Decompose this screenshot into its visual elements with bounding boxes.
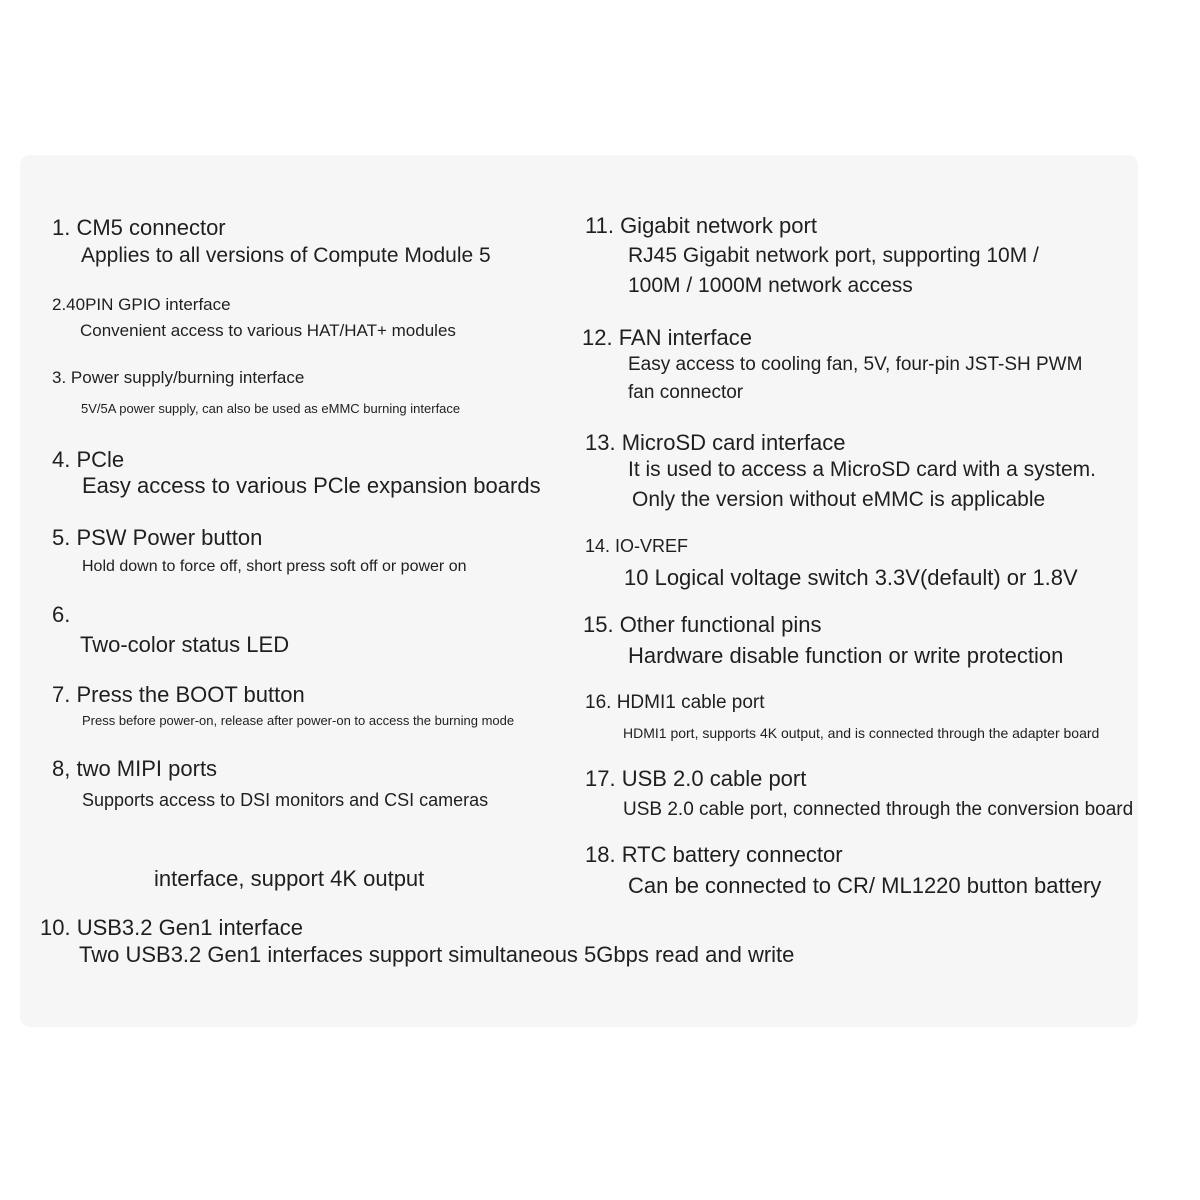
item-5-desc: Hold down to force off, short press soft off or power on — [82, 558, 467, 575]
item-18-desc: Can be connected to CR/ ML1220 button battery — [628, 873, 1102, 898]
item-3-title: 3. Power supply/burning interface — [52, 368, 305, 387]
item-15-desc: Hardware disable function or write protection — [628, 643, 1064, 668]
item-4-title: 4. PCle — [52, 447, 125, 472]
item-12-desc-1: Easy access to cooling fan, 5V, four-pin JST-SH PWM — [628, 354, 1083, 375]
item-10-desc: Two USB3.2 Gen1 interfaces support simultaneous 5Gbps read and write — [79, 942, 795, 967]
item-13-desc-2: Only the version without eMMC is applicable — [632, 488, 1046, 511]
item-8-title: 8, two MIPI ports — [52, 756, 218, 781]
item-1-title: 1. CM5 connector — [52, 215, 226, 240]
item-18-title: 18. RTC battery connector — [585, 842, 843, 867]
item-17-desc: USB 2.0 cable port, connected through the conversion board — [623, 799, 1134, 820]
item-3-desc: 5V/5A power supply, can also be used as eMMC burning interface — [81, 401, 461, 416]
item-13-desc-1: It is used to access a MicroSD card with a system. — [628, 458, 1096, 481]
item-13-title: 13. MicroSD card interface — [585, 430, 846, 455]
item-11-title: 11. Gigabit network port — [585, 213, 817, 238]
item-6-desc: Two-color status LED — [80, 632, 290, 657]
item-1-desc: Applies to all versions of Compute Module 5 — [81, 244, 491, 267]
item-16-desc: HDMI1 port, supports 4K output, and is connected through the adapter board — [623, 725, 1100, 741]
item-2-desc: Convenient access to various HAT/HAT+ modules — [80, 321, 456, 340]
item-10-title: 10. USB3.2 Gen1 interface — [40, 915, 303, 940]
item-14-desc: 10 Logical voltage switch 3.3V(default) or 1.8V — [624, 565, 1078, 590]
item-16-title: 16. HDMI1 cable port — [585, 692, 765, 713]
item-17-title: 17. USB 2.0 cable port — [585, 766, 807, 791]
item-9-desc: interface, support 4K output — [154, 866, 425, 891]
item-7-desc: Press before power-on, release after power-on to access the burning mode — [82, 713, 515, 728]
item-12-title: 12. FAN interface — [582, 325, 752, 350]
item-15-title: 15. Other functional pins — [583, 612, 822, 637]
item-8-desc: Supports access to DSI monitors and CSI cameras — [82, 790, 489, 810]
item-11-desc-1: RJ45 Gigabit network port, supporting 10M / — [628, 244, 1039, 267]
item-7-title: 7. Press the BOOT button — [52, 682, 305, 707]
item-4-desc: Easy access to various PCle expansion boards — [82, 473, 541, 498]
item-11-desc-2: 100M / 1000M network access — [628, 274, 913, 297]
item-14-title: 14. IO-VREF — [585, 536, 689, 556]
item-5-title: 5. PSW Power button — [52, 525, 263, 550]
item-6-title: 6. — [52, 602, 71, 627]
item-2-title: 2.40PIN GPIO interface — [52, 295, 231, 314]
item-12-desc-2: fan connector — [628, 382, 744, 403]
